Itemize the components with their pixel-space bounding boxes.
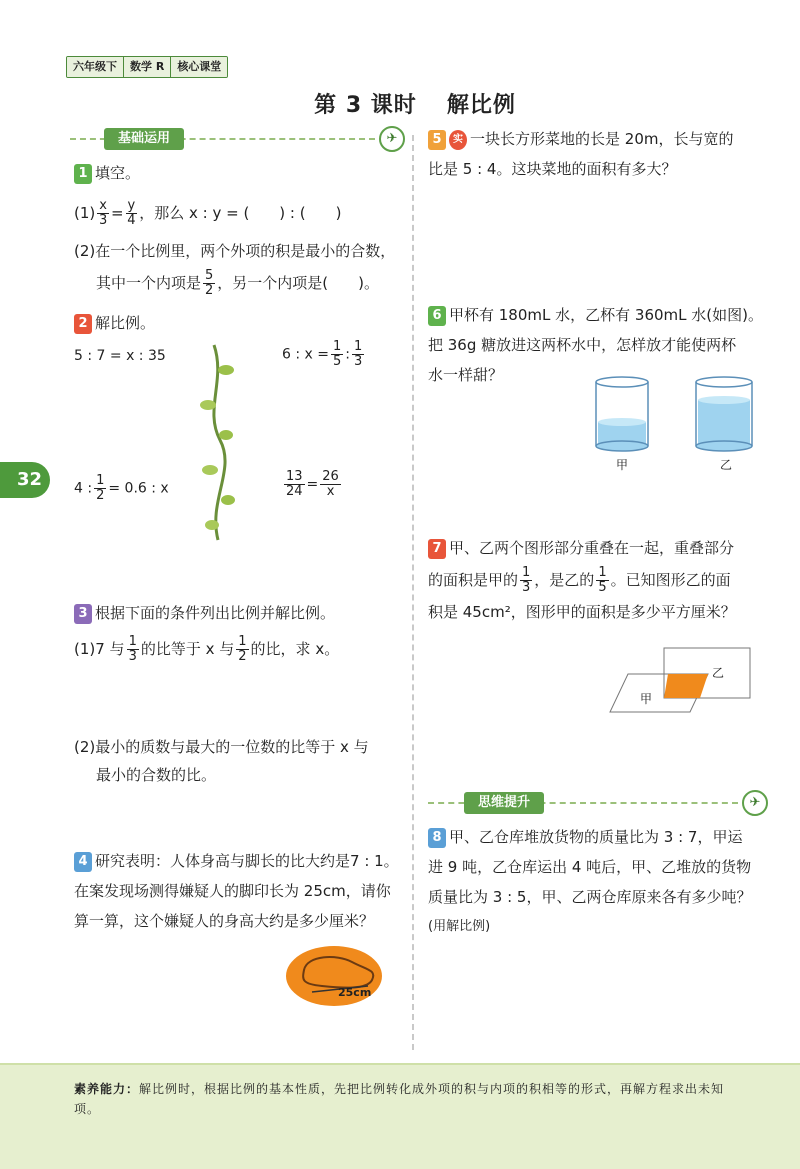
question-3-part-1: (1)7 与 $\frac{1}{3}$ 的比等于 x 与 $\frac{1}{2}$ 的比，求 x。 [74, 634, 340, 664]
section-thinking-bar [428, 792, 768, 814]
equation-3: 4 : $\frac{1}{2}$ = 0.6 : x [74, 473, 169, 503]
cup-a-label: 甲 [616, 458, 629, 472]
subject-label: 数学 R [124, 57, 171, 77]
equation-2: 6 : x = $\frac{1}{5}$ : $\frac{1}{3}$ [282, 339, 363, 369]
page-number: 32 [0, 462, 50, 498]
series-label: 核心课堂 [171, 57, 227, 77]
page-title [0, 88, 800, 119]
question-3-part-2-line-1: (2)最小的质数与最大的一位数的比等于 x 与 [74, 738, 369, 756]
lesson-topic: 解比例 [446, 93, 516, 118]
question-7: 7 甲、乙两个图形部分重叠在一起，重叠部分 的面积是甲的 $\frac{1}{3}$ ，是乙的 $\frac{1}{5}$ 。已知图形乙的面 积是 45cm²，图形甲的面积是多少平方厘米？ [428, 539, 736, 621]
equation-4: $\frac{13}{24}$ = $\frac{26}{x}$ [286, 469, 339, 499]
book-header-badge [66, 56, 228, 78]
footer-tip [0, 1063, 800, 1169]
overlap-shapes-illustration [608, 646, 753, 718]
question-1-part-2-line-2: 其中一个内项是 $\frac{5}{2}$ ，另一个内项是( )。 [96, 268, 380, 298]
lesson-number: 第 3 课时 [314, 93, 417, 118]
question-1-title: 1 填空。 [74, 158, 140, 188]
question-number: 1 [74, 164, 92, 184]
section-basic-bar [70, 128, 405, 150]
cup-b-label: 乙 [720, 458, 733, 472]
question-2-title: 2 解比例。 [74, 308, 155, 338]
shape-a-label: 甲 [640, 692, 653, 706]
paper-plane-icon: ✈ [379, 126, 405, 152]
section-thinking-label: 思维提升 [464, 792, 544, 814]
question-3-part-2-line-2: 最小的合数的比。 [96, 766, 217, 784]
grade-label: 六年级下 [67, 57, 124, 77]
footer-label: 素养能力： [74, 1082, 140, 1096]
question-1-part-1: (1) $\frac{x}{3}$ = $\frac{y}{4}$ ，那么 x : y = ( ) : ( ) [74, 198, 342, 228]
paper-plane-icon: ✈ [742, 790, 768, 816]
question-8: 8 甲、乙仓库堆放货物的质量比为 3 : 7，甲运 进 9 吨，乙仓库运出 4 吨后，甲、乙堆放的货物 质量比为 3 : 5，甲、乙两仓库原来各有多少吨？ (用解比例) [428, 828, 752, 934]
question-number: 4 [74, 852, 92, 872]
footprint-length-label: 25cm [338, 986, 372, 999]
footprint-illustration [282, 940, 392, 1010]
question-6: 6 甲杯有 180mL 水，乙杯有 360mL 水(如图)。 把 36g 糖放进这两杯水中，怎样放才能使两杯 水一样甜？ [428, 306, 763, 384]
vine-decoration [196, 340, 246, 545]
question-3-title: 3 根据下面的条件列出比例并解比例。 [74, 598, 335, 628]
question-number: 3 [74, 604, 92, 624]
cups-illustration [590, 374, 760, 454]
question-number: 8 [428, 828, 446, 848]
question-number: 5 [428, 130, 446, 150]
real-life-tag: 实 [449, 130, 467, 150]
question-5: 5 实 一块长方形菜地的长是 20m，长与宽的 比是 5 : 4。这块菜地的面积有多大？ [428, 130, 734, 178]
footer-text: 解比例时，根据比例的基本性质，先把比例转化成外项的积与内项的积相等的形式，再解方程求出未知项。 [74, 1082, 725, 1116]
question-number: 7 [428, 539, 446, 559]
shape-b-label: 乙 [712, 666, 725, 680]
section-basic-label: 基础运用 [104, 128, 184, 150]
question-4: 4 研究表明：人体身高与脚长的比大约是7 : 1。 在案发现场测得嫌疑人的脚印长为 25cm，请你 算一算，这个嫌疑人的身高大约是多少厘米？ [74, 852, 399, 930]
question-number: 2 [74, 314, 92, 334]
question-1-part-2-line-1: (2)在一个比例里，两个外项的积是最小的合数， [74, 242, 396, 260]
equation-1: 5 : 7 = x : 35 [74, 348, 166, 364]
cup-a-icon [596, 377, 648, 451]
question-number: 6 [428, 306, 446, 326]
cup-b-icon [696, 377, 752, 451]
